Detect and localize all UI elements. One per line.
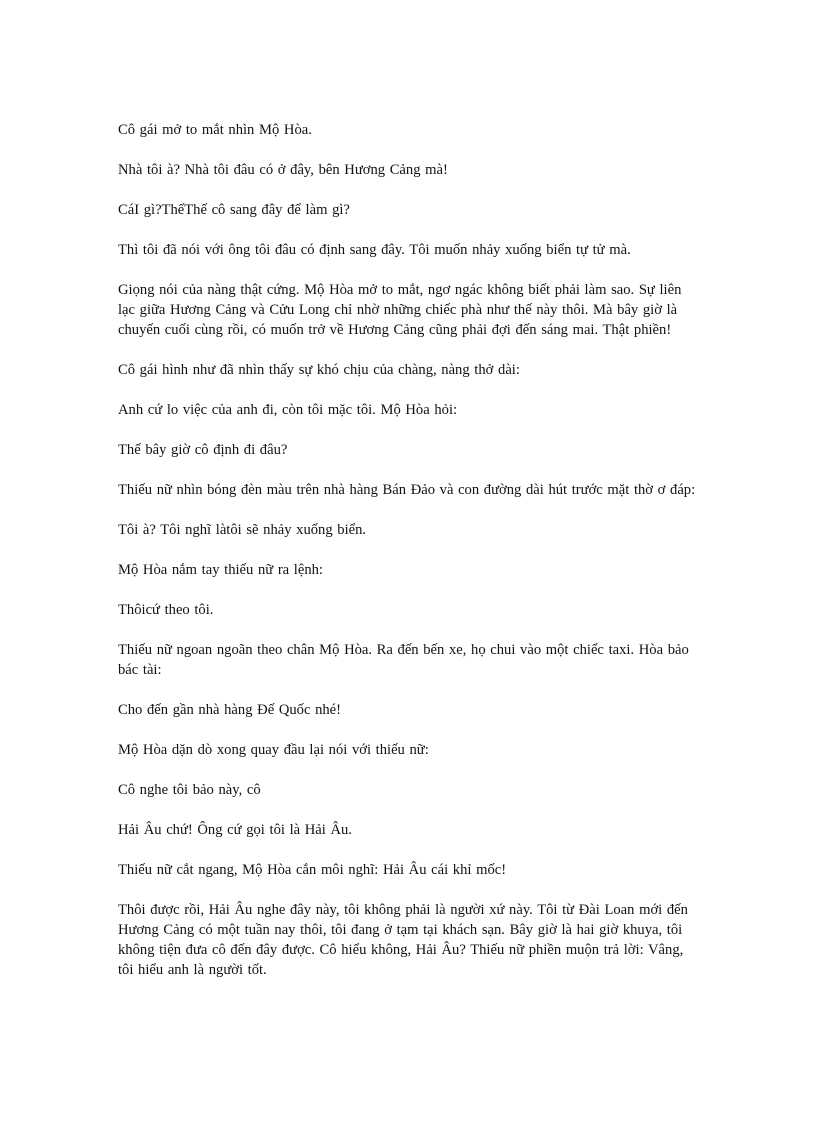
- paragraph: Cho đến gần nhà hàng Đế Quốc nhé!: [118, 702, 342, 718]
- paragraph: Anh cứ lo việc của anh đi, còn tôi mặc tôi. Mộ Hòa hỏi:: [118, 402, 458, 418]
- paragraph: CáI gì?ThếThế cô sang đây để làm gì?: [118, 202, 350, 218]
- paragraph: Mộ Hòa nắm tay thiếu nữ ra lệnh:: [118, 562, 323, 578]
- paragraph: Mộ Hòa dặn dò xong quay đầu lại nói với thiếu nữ:: [118, 742, 429, 758]
- paragraph: Tôi à? Tôi nghĩ làtôi sẽ nhảy xuống biển.: [118, 522, 367, 538]
- paragraph: Cô gái mở to mắt nhìn Mộ Hòa.: [118, 122, 312, 138]
- paragraph: Thế bây giờ cô định đi đâu?: [118, 442, 288, 458]
- paragraph: Thiếu nữ nhìn bóng đèn màu trên nhà hàng Bán Đảo và con đường dài hút trước mặt thờ ơ đáp:: [118, 482, 696, 498]
- paragraph: Hải Âu chứ! Ông cứ gọi tôi là Hải Âu.: [118, 822, 352, 838]
- paragraph: Thôi được rồi, Hải Âu nghe đây này, tôi không phải là người xứ này. Tôi từ Đài Loan mới đến Hương Cảng có một tuần nay thôi, tôi đang ở tạm tại khách sạn. Bây giờ là hai giờ khuya, tôi không tiện đưa cô đến đây được. Cô hiểu không, Hải Âu? Thiếu nữ phiền muộn trả lời: Vâng, tôi hiểu anh là người tốt.: [118, 902, 688, 978]
- paragraph: Thiếu nữ ngoan ngoãn theo chân Mộ Hòa. Ra đến bến xe, họ chui vào một chiếc taxi. Hòa bảo bác tài:: [118, 642, 689, 678]
- paragraph: Thiếu nữ cắt ngang, Mộ Hòa cắn môi nghĩ: Hải Âu cái khỉ mốc!: [118, 862, 507, 878]
- paragraph: Cô gái hình như đã nhìn thấy sự khó chịu của chàng, nàng thở dài:: [118, 362, 520, 378]
- paragraph: Thì tôi đã nói với ông tôi đâu có định sang đây. Tôi muốn nhảy xuống biển tự tử mà.: [118, 242, 631, 258]
- paragraph: Cô nghe tôi bảo này, cô: [118, 782, 261, 798]
- paragraph: Giọng nói của nàng thật cứng. Mộ Hòa mở to mắt, ngơ ngác không biết phải làm sao. Sự liên lạc giữa Hương Cảng và Cửu Long chỉ nhờ những chiếc phà như thế này thôi. Mà bây giờ là chuyến cuối cùng rồi, có muốn trở về Hương Cảng cũng phải đợi đến sáng mai. Thật phiền!: [118, 282, 682, 338]
- paragraph: Nhà tôi à? Nhà tôi đâu có ở đây, bên Hương Cảng mà!: [118, 162, 448, 178]
- document-body: [118, 120, 698, 1000]
- paragraph: Thôicứ theo tôi.: [118, 602, 214, 618]
